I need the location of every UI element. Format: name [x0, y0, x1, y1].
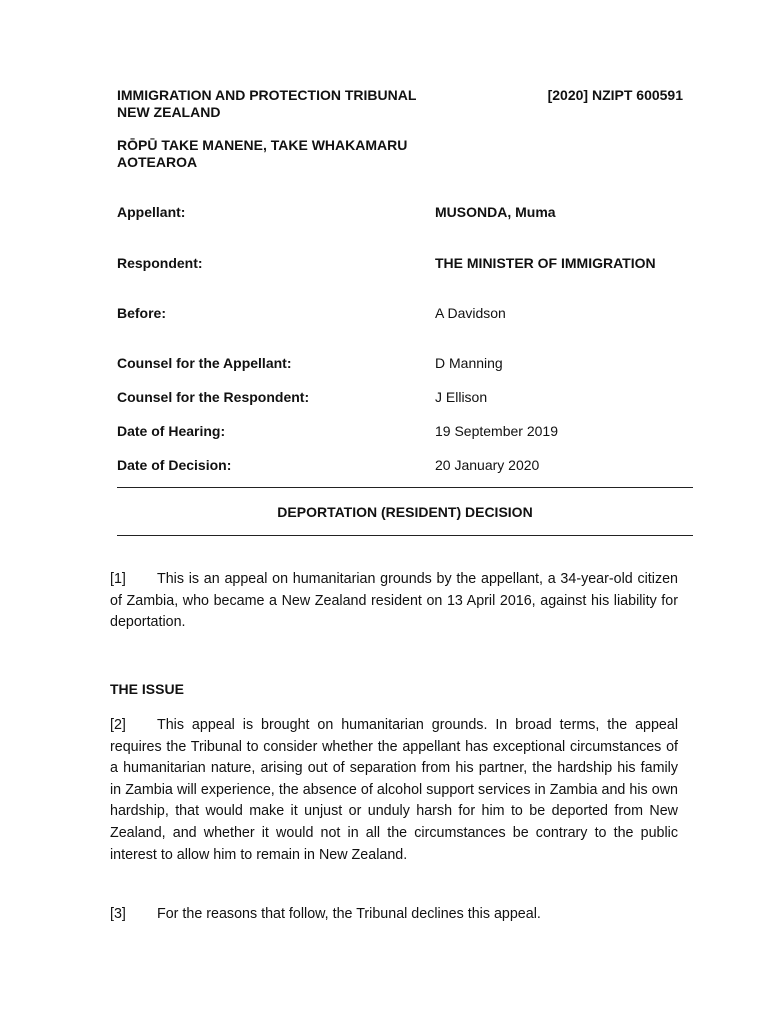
bottom-divider	[117, 535, 693, 536]
hearing-date-label: Date of Hearing:	[117, 423, 226, 439]
paragraph-2-text: This appeal is brought on humanitarian grounds. In broad terms, the appeal requires the Tribunal to consider whether the appellant has exceptional circumstances of a humanitarian nature, arising out of separation from his partner, the hardship his family in Zambia will experience, the absence of alcohol support services in Zambia and his own hardship, that would make it unjust or unduly harsh for him to be deported from New Zealand, and whether it would not in all the circumstances be contrary to the public interest to allow him to remain in New Zealand.	[110, 717, 678, 863]
case-citation: [2020] NZIPT 600591	[547, 87, 683, 103]
paragraph-1-number: [1]	[110, 571, 126, 587]
paragraph-2-number: [2]	[110, 717, 126, 733]
decision-date-label: Date of Decision:	[117, 457, 232, 473]
respondent-label: Respondent:	[117, 255, 203, 271]
respondent-row	[117, 255, 656, 272]
counsel-appellant-label: Counsel for the Appellant:	[117, 355, 292, 371]
maori-name-line2: AOTEAROA	[117, 154, 198, 170]
before-row	[117, 305, 506, 322]
counsel-appellant-value: D Manning	[435, 355, 503, 371]
hearing-date-value: 19 September 2019	[435, 423, 558, 439]
top-divider	[117, 487, 693, 488]
issue-heading: THE ISSUE	[110, 681, 184, 697]
decision-date-value: 20 January 2020	[435, 457, 540, 473]
decision-date-row	[117, 457, 540, 474]
paragraph-3-number: [3]	[110, 906, 126, 922]
maori-name-line1: RŌPŪ TAKE MANENE, TAKE WHAKAMARU	[117, 137, 408, 153]
maori-tribunal-name	[117, 137, 477, 171]
paragraph-3-text: For the reasons that follow, the Tribunal declines this appeal.	[157, 906, 541, 922]
appellant-row	[117, 204, 556, 221]
paragraph-2	[110, 715, 678, 866]
before-value: A Davidson	[435, 305, 506, 321]
respondent-value: THE MINISTER OF IMMIGRATION	[435, 255, 656, 271]
appellant-value: MUSONDA, Muma	[435, 204, 556, 220]
appellant-label: Appellant:	[117, 204, 186, 220]
before-label: Before:	[117, 305, 167, 321]
tribunal-name-line1: IMMIGRATION AND PROTECTION TRIBUNAL	[117, 87, 417, 103]
tribunal-name	[117, 87, 477, 121]
paragraph-3	[110, 904, 678, 926]
tribunal-header	[117, 87, 687, 121]
paragraph-1-text: This is an appeal on humanitarian grounds by the appellant, a 34-year-old citizen of Zambia, who became a New Zealand resident on 13 April 2016, against his liability for deportation.	[110, 571, 678, 631]
paragraph-1	[110, 569, 678, 634]
counsel-respondent-label: Counsel for the Respondent:	[117, 389, 310, 405]
decision-title: DEPORTATION (RESIDENT) DECISION	[277, 504, 533, 520]
counsel-appellant-row	[117, 355, 503, 372]
counsel-respondent-value: J Ellison	[435, 389, 488, 405]
hearing-date-row	[117, 423, 558, 440]
counsel-respondent-row	[117, 389, 488, 406]
tribunal-name-line2: NEW ZEALAND	[117, 104, 221, 120]
